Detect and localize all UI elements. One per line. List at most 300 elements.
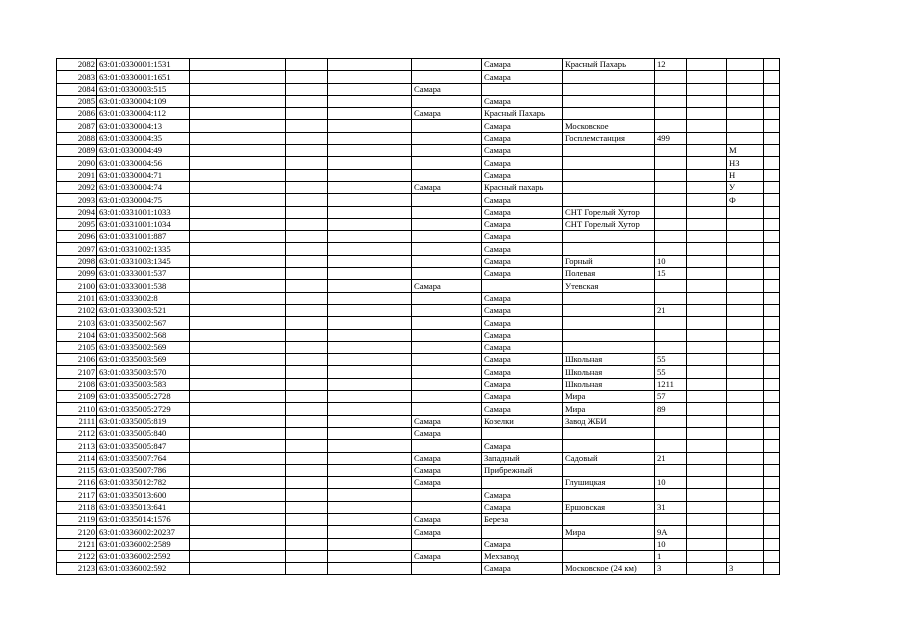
cell-street <box>563 95 655 107</box>
cell-cadastral: 63:01:0330004:75 <box>97 194 190 206</box>
cell-house: 9А <box>655 526 687 538</box>
cell-city: Самара <box>412 513 482 525</box>
cell-num: 2098 <box>57 255 97 267</box>
cell-num: 2086 <box>57 108 97 120</box>
cell-c4 <box>286 120 328 132</box>
cell-c3 <box>190 169 286 181</box>
cell-cadastral: 63:01:0335007:786 <box>97 464 190 476</box>
cell-city <box>412 206 482 218</box>
cell-place: Самара <box>482 120 563 132</box>
cell-c12 <box>764 329 780 341</box>
cell-house <box>655 415 687 427</box>
cell-city <box>412 132 482 144</box>
cell-c3 <box>190 550 286 562</box>
cell-num: 2116 <box>57 477 97 489</box>
cell-c10 <box>687 329 727 341</box>
cell-city <box>412 329 482 341</box>
cell-house <box>655 71 687 83</box>
cell-c3 <box>190 218 286 230</box>
table-row <box>57 231 780 243</box>
cell-street <box>563 427 655 439</box>
cell-c5 <box>328 95 412 107</box>
cell-c12 <box>764 403 780 415</box>
cell-c4 <box>286 169 328 181</box>
cell-house <box>655 329 687 341</box>
cell-c12 <box>764 169 780 181</box>
cell-place: Самара <box>482 169 563 181</box>
cell-c3 <box>190 304 286 316</box>
cell-c4 <box>286 452 328 464</box>
cell-c3 <box>190 415 286 427</box>
cell-house: 3 <box>655 563 687 575</box>
cell-c5 <box>328 354 412 366</box>
cell-c10 <box>687 181 727 193</box>
cadastral-table <box>56 58 780 575</box>
cell-num: 2084 <box>57 83 97 95</box>
cell-c4 <box>286 255 328 267</box>
cell-city <box>412 378 482 390</box>
cell-c3 <box>190 120 286 132</box>
cell-city: Самара <box>412 452 482 464</box>
cell-c5 <box>328 181 412 193</box>
table-row <box>57 489 780 501</box>
table-row <box>57 218 780 230</box>
cell-c5 <box>328 489 412 501</box>
cell-c5 <box>328 83 412 95</box>
cell-num: 2110 <box>57 403 97 415</box>
cell-street <box>563 550 655 562</box>
cell-c11 <box>727 427 764 439</box>
cell-c5 <box>328 71 412 83</box>
cell-num: 2091 <box>57 169 97 181</box>
cell-city: Самара <box>412 415 482 427</box>
cell-c5 <box>328 341 412 353</box>
cell-street: Мира <box>563 403 655 415</box>
cell-c11 <box>727 489 764 501</box>
cell-c12 <box>764 415 780 427</box>
cell-c3 <box>190 83 286 95</box>
cell-c12 <box>764 427 780 439</box>
cell-num: 2104 <box>57 329 97 341</box>
cell-city <box>412 304 482 316</box>
cell-city <box>412 538 482 550</box>
cell-c5 <box>328 452 412 464</box>
table-row <box>57 317 780 329</box>
cell-city <box>412 268 482 280</box>
cell-c4 <box>286 550 328 562</box>
cell-c12 <box>764 538 780 550</box>
cell-c4 <box>286 464 328 476</box>
cell-house <box>655 157 687 169</box>
cell-c11: М <box>727 145 764 157</box>
cell-c5 <box>328 255 412 267</box>
cell-num: 2115 <box>57 464 97 476</box>
cell-place: Самара <box>482 378 563 390</box>
cell-c12 <box>764 304 780 316</box>
cell-c11: Ф <box>727 194 764 206</box>
cell-c4 <box>286 231 328 243</box>
cell-c5 <box>328 268 412 280</box>
cell-street: Завод ЖБИ <box>563 415 655 427</box>
cell-c10 <box>687 452 727 464</box>
cell-cadastral: 63:01:0330001:1531 <box>97 59 190 71</box>
cell-c5 <box>328 169 412 181</box>
cell-c5 <box>328 206 412 218</box>
cell-city <box>412 489 482 501</box>
cell-cadastral: 63:01:0330004:109 <box>97 95 190 107</box>
cell-c5 <box>328 231 412 243</box>
cell-c3 <box>190 403 286 415</box>
cell-c5 <box>328 108 412 120</box>
cell-house: 499 <box>655 132 687 144</box>
cell-c10 <box>687 538 727 550</box>
cell-c11 <box>727 403 764 415</box>
cell-c3 <box>190 194 286 206</box>
cell-cadastral: 63:01:0335005:847 <box>97 440 190 452</box>
cell-num: 2100 <box>57 280 97 292</box>
cell-city <box>412 218 482 230</box>
cell-cadastral: 63:01:0336002:592 <box>97 563 190 575</box>
cell-c10 <box>687 231 727 243</box>
cell-c10 <box>687 145 727 157</box>
cell-c10 <box>687 243 727 255</box>
cell-c11 <box>727 218 764 230</box>
cell-c12 <box>764 255 780 267</box>
cell-street: Московское (24 км) <box>563 563 655 575</box>
cell-street: Школьная <box>563 366 655 378</box>
cell-c4 <box>286 95 328 107</box>
cell-c11 <box>727 304 764 316</box>
cell-house <box>655 194 687 206</box>
table-row <box>57 391 780 403</box>
cell-street <box>563 304 655 316</box>
cell-c12 <box>764 157 780 169</box>
cell-c11 <box>727 292 764 304</box>
cell-c3 <box>190 181 286 193</box>
cell-c11 <box>727 354 764 366</box>
cell-place: Самара <box>482 243 563 255</box>
cell-street <box>563 317 655 329</box>
cell-num: 2120 <box>57 526 97 538</box>
cell-c11 <box>727 83 764 95</box>
cell-c10 <box>687 366 727 378</box>
cell-c10 <box>687 83 727 95</box>
cell-c5 <box>328 538 412 550</box>
cell-num: 2122 <box>57 550 97 562</box>
cell-c12 <box>764 501 780 513</box>
cell-house: 55 <box>655 366 687 378</box>
cell-c11: У <box>727 181 764 193</box>
cell-c10 <box>687 157 727 169</box>
cell-c12 <box>764 231 780 243</box>
cell-place: Самара <box>482 157 563 169</box>
table-row <box>57 243 780 255</box>
cell-c5 <box>328 366 412 378</box>
cell-c3 <box>190 427 286 439</box>
cell-c4 <box>286 391 328 403</box>
cell-c4 <box>286 501 328 513</box>
cell-c4 <box>286 194 328 206</box>
cell-street <box>563 464 655 476</box>
cell-street <box>563 513 655 525</box>
cell-house <box>655 292 687 304</box>
cell-house <box>655 108 687 120</box>
cell-num: 2101 <box>57 292 97 304</box>
cell-c3 <box>190 513 286 525</box>
cell-c5 <box>328 304 412 316</box>
cell-c5 <box>328 132 412 144</box>
cell-cadastral: 63:01:0335005:819 <box>97 415 190 427</box>
cell-house <box>655 231 687 243</box>
cell-c10 <box>687 440 727 452</box>
cell-house: 89 <box>655 403 687 415</box>
cell-c10 <box>687 169 727 181</box>
cell-city <box>412 169 482 181</box>
cell-cadastral: 63:01:0335014:1576 <box>97 513 190 525</box>
cell-c12 <box>764 280 780 292</box>
cell-street <box>563 538 655 550</box>
cell-c12 <box>764 513 780 525</box>
cell-cadastral: 63:01:0330001:1651 <box>97 71 190 83</box>
cell-c3 <box>190 268 286 280</box>
cell-cadastral: 63:01:0331001:887 <box>97 231 190 243</box>
cell-city: Самара <box>412 464 482 476</box>
cell-house <box>655 206 687 218</box>
cell-c3 <box>190 231 286 243</box>
cell-place: Самара <box>482 71 563 83</box>
cell-place: Самара <box>482 218 563 230</box>
cell-cadastral: 63:01:0336002:20237 <box>97 526 190 538</box>
cell-street: Горный <box>563 255 655 267</box>
cell-num: 2105 <box>57 341 97 353</box>
cell-c12 <box>764 292 780 304</box>
cell-c10 <box>687 218 727 230</box>
cell-house: 10 <box>655 255 687 267</box>
cell-c12 <box>764 132 780 144</box>
cell-c4 <box>286 280 328 292</box>
cell-place: Самара <box>482 341 563 353</box>
cell-c3 <box>190 341 286 353</box>
cell-num: 2102 <box>57 304 97 316</box>
cell-c10 <box>687 477 727 489</box>
cell-c11 <box>727 550 764 562</box>
cell-c4 <box>286 489 328 501</box>
table-row <box>57 304 780 316</box>
cell-house <box>655 341 687 353</box>
cell-c10 <box>687 108 727 120</box>
cell-place: Красный пахарь <box>482 181 563 193</box>
cell-cadastral: 63:01:0335007:764 <box>97 452 190 464</box>
cell-house <box>655 317 687 329</box>
cell-city <box>412 59 482 71</box>
cell-c4 <box>286 292 328 304</box>
cell-c10 <box>687 403 727 415</box>
cell-street <box>563 489 655 501</box>
cell-c4 <box>286 403 328 415</box>
cell-c5 <box>328 292 412 304</box>
cell-place: Самара <box>482 538 563 550</box>
cell-cadastral: 63:01:0330004:112 <box>97 108 190 120</box>
cell-c4 <box>286 477 328 489</box>
cell-cadastral: 63:01:0330004:35 <box>97 132 190 144</box>
cell-cadastral: 63:01:0335002:567 <box>97 317 190 329</box>
cell-c4 <box>286 317 328 329</box>
cell-house: 10 <box>655 538 687 550</box>
cell-cadastral: 63:01:0331002:1335 <box>97 243 190 255</box>
cell-cadastral: 63:01:0336002:2589 <box>97 538 190 550</box>
table-row <box>57 550 780 562</box>
cell-place: Козелки <box>482 415 563 427</box>
cell-cadastral: 63:01:0333001:538 <box>97 280 190 292</box>
cell-place: Самара <box>482 132 563 144</box>
cell-c10 <box>687 489 727 501</box>
cell-c3 <box>190 145 286 157</box>
cell-cadastral: 63:01:0333001:537 <box>97 268 190 280</box>
cell-cadastral: 63:01:0330004:74 <box>97 181 190 193</box>
cell-house: 10 <box>655 477 687 489</box>
cell-c5 <box>328 317 412 329</box>
cell-c4 <box>286 181 328 193</box>
cell-city: Самара <box>412 181 482 193</box>
cell-house <box>655 513 687 525</box>
table-row <box>57 477 780 489</box>
cell-c4 <box>286 59 328 71</box>
cell-cadastral: 63:01:0336002:2592 <box>97 550 190 562</box>
cell-c3 <box>190 563 286 575</box>
cell-c3 <box>190 391 286 403</box>
cell-city <box>412 255 482 267</box>
cell-house: 21 <box>655 452 687 464</box>
cell-c3 <box>190 292 286 304</box>
cell-place <box>482 477 563 489</box>
cell-num: 2106 <box>57 354 97 366</box>
cell-place: Самара <box>482 231 563 243</box>
cell-place: Самара <box>482 206 563 218</box>
cell-place: Самара <box>482 563 563 575</box>
cell-c4 <box>286 145 328 157</box>
cell-c10 <box>687 292 727 304</box>
cell-c10 <box>687 427 727 439</box>
cell-num: 2113 <box>57 440 97 452</box>
cell-num: 2112 <box>57 427 97 439</box>
cell-c12 <box>764 59 780 71</box>
cell-house: 21 <box>655 304 687 316</box>
cell-c5 <box>328 501 412 513</box>
cell-c3 <box>190 538 286 550</box>
cell-c11: Н <box>727 169 764 181</box>
cell-num: 2107 <box>57 366 97 378</box>
cell-street <box>563 169 655 181</box>
table-row <box>57 83 780 95</box>
cell-c11 <box>727 317 764 329</box>
cell-place: Прибрежный <box>482 464 563 476</box>
cell-c12 <box>764 378 780 390</box>
cell-c12 <box>764 464 780 476</box>
cell-num: 2123 <box>57 563 97 575</box>
cell-place <box>482 427 563 439</box>
table-row <box>57 59 780 71</box>
cell-house: 57 <box>655 391 687 403</box>
cell-num: 2096 <box>57 231 97 243</box>
cell-c5 <box>328 464 412 476</box>
cell-c4 <box>286 440 328 452</box>
cell-c3 <box>190 489 286 501</box>
cell-c11 <box>727 452 764 464</box>
table-row <box>57 120 780 132</box>
cell-num: 2117 <box>57 489 97 501</box>
table-row <box>57 563 780 575</box>
cell-c12 <box>764 477 780 489</box>
cell-num: 2114 <box>57 452 97 464</box>
cell-num: 2097 <box>57 243 97 255</box>
cell-place: Западный <box>482 452 563 464</box>
cell-c5 <box>328 550 412 562</box>
cell-c11 <box>727 231 764 243</box>
cell-cadastral: 63:01:0333003:521 <box>97 304 190 316</box>
cell-c4 <box>286 563 328 575</box>
cell-num: 2092 <box>57 181 97 193</box>
cell-c11 <box>727 268 764 280</box>
cell-street: Утевская <box>563 280 655 292</box>
cell-c11 <box>727 206 764 218</box>
cell-place <box>482 526 563 538</box>
cell-cadastral: 63:01:0335003:569 <box>97 354 190 366</box>
cell-c11: НЗ <box>727 157 764 169</box>
cell-c11 <box>727 255 764 267</box>
cell-city: Самара <box>412 280 482 292</box>
cell-house <box>655 218 687 230</box>
cell-city: Самара <box>412 526 482 538</box>
cell-c11 <box>727 526 764 538</box>
cell-c5 <box>328 59 412 71</box>
cell-c3 <box>190 501 286 513</box>
cell-num: 2108 <box>57 378 97 390</box>
cell-c10 <box>687 71 727 83</box>
cell-c4 <box>286 268 328 280</box>
table-row <box>57 206 780 218</box>
cell-house <box>655 83 687 95</box>
cell-street: СНТ Горелый Хутор <box>563 206 655 218</box>
cell-house <box>655 243 687 255</box>
cell-c10 <box>687 194 727 206</box>
cell-num: 2094 <box>57 206 97 218</box>
cell-place: Береза <box>482 513 563 525</box>
cell-street <box>563 145 655 157</box>
cell-place: Самара <box>482 304 563 316</box>
cell-city <box>412 120 482 132</box>
cell-place: Самара <box>482 255 563 267</box>
cell-c5 <box>328 477 412 489</box>
cell-house <box>655 181 687 193</box>
cell-c10 <box>687 132 727 144</box>
cell-city <box>412 317 482 329</box>
cell-place: Самара <box>482 489 563 501</box>
cell-c4 <box>286 132 328 144</box>
cell-c3 <box>190 157 286 169</box>
cell-city <box>412 95 482 107</box>
cell-num: 2109 <box>57 391 97 403</box>
cell-house <box>655 145 687 157</box>
cell-street <box>563 71 655 83</box>
table-row <box>57 268 780 280</box>
cell-c3 <box>190 255 286 267</box>
cell-c5 <box>328 391 412 403</box>
cell-c3 <box>190 329 286 341</box>
cell-c5 <box>328 218 412 230</box>
cell-city <box>412 243 482 255</box>
cell-c10 <box>687 206 727 218</box>
table-row <box>57 366 780 378</box>
